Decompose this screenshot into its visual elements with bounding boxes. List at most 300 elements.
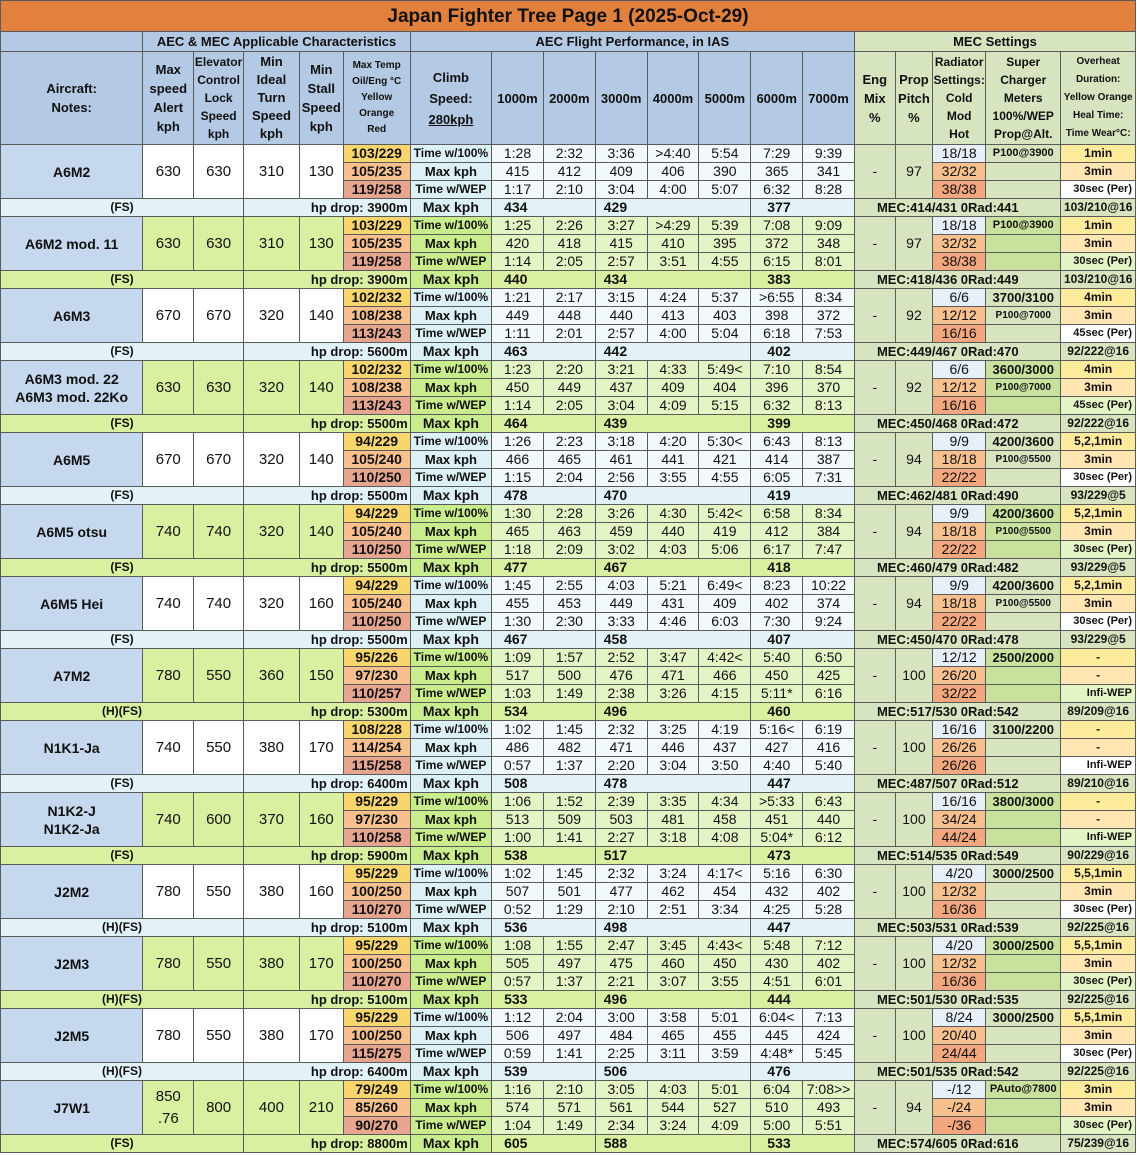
flight-value: 3:50	[699, 757, 751, 775]
max-kph-high: 419	[751, 487, 855, 505]
max-kph-label: Max kph	[410, 1135, 491, 1153]
elevator-lock-cell: 550	[194, 937, 244, 991]
engine-tag: (H)(FS)	[1, 919, 244, 937]
supercharger-cell: P100@5500	[986, 451, 1061, 469]
radiator-cell: 8/24	[933, 1009, 986, 1027]
flight-value: 402	[751, 595, 803, 613]
max-kph-low: 508	[492, 775, 596, 793]
hline: Yellow Orange	[1063, 92, 1133, 103]
max-kph-high: 399	[751, 415, 855, 433]
footer-row	[1, 1063, 1136, 1081]
header-radiator	[933, 52, 986, 145]
flight-value: 5:04*	[751, 829, 803, 847]
aircraft-row	[1, 577, 1136, 595]
aircraft-name	[1, 721, 143, 775]
flight-value: 1:45	[492, 577, 544, 595]
flight-value: 460	[647, 955, 699, 973]
flight-value: 430	[751, 955, 803, 973]
header-alt-6000: 6000m	[751, 52, 803, 145]
hline: speed	[149, 81, 188, 96]
flight-value: 2:10	[543, 1081, 595, 1099]
flight-value: 4:03	[595, 577, 647, 595]
prop-pitch-cell: 92	[895, 361, 933, 415]
aircraft-name	[1, 1081, 143, 1135]
overheat-cell: -	[1061, 667, 1136, 685]
aircraft-name	[1, 433, 143, 487]
temp-cell: 105/235	[343, 163, 410, 181]
aircraft-name-line: J2M5	[54, 1027, 90, 1044]
header-alt-5000: 5000m	[699, 52, 751, 145]
max-kph-mid: 458	[595, 631, 751, 649]
footer-row	[1, 631, 1136, 649]
flight-value: 7:47	[803, 541, 855, 559]
mec-summary: MEC:450/470 0Rad:478	[854, 631, 1060, 649]
engine-tag: (H)(FS)	[1, 703, 244, 721]
hline: Settings:	[933, 73, 985, 87]
row-label: Time w/100%	[410, 289, 491, 307]
temp-cell: 110/257	[343, 685, 410, 703]
heal-time: 89/210@16	[1061, 775, 1136, 793]
heal-time: 93/229@5	[1061, 559, 1136, 577]
flight-value: 4:00	[647, 325, 699, 343]
flight-value: 415	[492, 163, 544, 181]
flight-value: 477	[595, 883, 647, 901]
flight-value: 465	[647, 1027, 699, 1045]
flight-value: 453	[543, 595, 595, 613]
max-speed-cell: 670	[143, 289, 194, 343]
overheat-cell: 3min	[1061, 1099, 1136, 1117]
radiator-cell: 32/32	[933, 235, 986, 253]
flight-value: 2:34	[595, 1117, 647, 1135]
aircraft-row	[1, 721, 1136, 739]
flight-value: 2:20	[595, 757, 647, 775]
min-turn-cell: 320	[243, 289, 299, 343]
engine-tag: (H)(FS)	[1, 1063, 244, 1081]
min-turn-cell: 380	[243, 721, 299, 775]
flight-value: 4:08	[699, 829, 751, 847]
flight-value: 1:28	[492, 145, 544, 163]
radiator-cell: 12/12	[933, 379, 986, 397]
flight-value: 1:57	[543, 649, 595, 667]
temp-cell: 110/270	[343, 973, 410, 991]
flight-value: 2:10	[543, 181, 595, 199]
heal-time: 75/239@16	[1061, 1135, 1136, 1153]
overheat-cell: 3min	[1061, 163, 1136, 181]
row-label: Max kph	[410, 955, 491, 973]
flight-value: 2:57	[595, 325, 647, 343]
supercharger-cell	[986, 901, 1061, 919]
aircraft-name-line: A6M2	[52, 163, 91, 180]
row-label: Time w/100%	[410, 145, 491, 163]
flight-value: 465	[492, 523, 544, 541]
flight-value: 7:53	[803, 325, 855, 343]
flight-value: 6:04	[751, 1081, 803, 1099]
hline: Pitch	[898, 90, 930, 106]
min-stall-cell: 170	[299, 721, 343, 775]
max-kph-high: 533	[751, 1135, 855, 1153]
eng-mix-cell: -	[854, 289, 895, 343]
flight-value: 4:24	[647, 289, 699, 307]
supercharger-cell	[986, 397, 1061, 415]
temp-cell: 100/250	[343, 1027, 410, 1045]
aircraft-row	[1, 1081, 1136, 1099]
flight-value: 448	[543, 307, 595, 325]
overheat-cell: -	[1061, 811, 1136, 829]
supercharger-cell: 4200/3600	[986, 577, 1061, 595]
radiator-cell: 12/12	[933, 307, 986, 325]
flight-value: 419	[699, 523, 751, 541]
flight-value: 5:01	[699, 1081, 751, 1099]
flight-value: 6:43	[803, 793, 855, 811]
flight-value: 7:10	[751, 361, 803, 379]
flight-value: 561	[595, 1099, 647, 1117]
flight-value: 413	[647, 307, 699, 325]
flight-value: 412	[751, 523, 803, 541]
row-label: Time w/100%	[410, 577, 491, 595]
flight-value: 2:38	[595, 685, 647, 703]
flight-value: 432	[751, 883, 803, 901]
temp-cell: 115/258	[343, 757, 410, 775]
flight-value: 505	[492, 955, 544, 973]
flight-value: 3:15	[595, 289, 647, 307]
elevator-lock-cell: 670	[194, 289, 244, 343]
hline: Ideal	[256, 72, 287, 87]
prop-pitch-cell: 100	[895, 793, 933, 847]
flight-value: 6:01	[803, 973, 855, 991]
flight-value: 6:19	[803, 721, 855, 739]
row-label: Time w/WEP	[410, 469, 491, 487]
supercharger-cell: P100@3900	[986, 145, 1061, 163]
flight-value: 7:12	[803, 937, 855, 955]
max-kph-high: 476	[751, 1063, 855, 1081]
mec-summary: MEC:487/507 0Rad:512	[854, 775, 1060, 793]
radiator-cell: 9/9	[933, 577, 986, 595]
max-kph-mid: 434	[595, 271, 751, 289]
flight-value: 3:34	[699, 901, 751, 919]
eng-mix-cell: -	[854, 505, 895, 559]
flight-value: 2:05	[543, 253, 595, 271]
footer-row	[1, 919, 1136, 937]
flight-value: 2:04	[543, 469, 595, 487]
overheat-cell: -	[1061, 649, 1136, 667]
hline: Speed:	[429, 90, 473, 106]
engine-tag: (FS)	[1, 1135, 244, 1153]
min-stall-cell: 130	[299, 217, 343, 271]
flight-value: 3:27	[595, 217, 647, 235]
flight-value: 1:08	[492, 937, 544, 955]
flight-value: 1:25	[492, 217, 544, 235]
flight-value: 466	[699, 667, 751, 685]
flight-value: 7:30	[751, 613, 803, 631]
flight-value: 409	[699, 595, 751, 613]
flight-value: 5:39	[699, 217, 751, 235]
supercharger-cell: P100@7000	[986, 379, 1061, 397]
header-climb	[410, 52, 491, 145]
radiator-cell: -/36	[933, 1117, 986, 1135]
flight-value: 449	[595, 595, 647, 613]
flight-value: 2:20	[543, 361, 595, 379]
flight-value: 372	[803, 307, 855, 325]
max-kph-high: 407	[751, 631, 855, 649]
row-label: Time w/WEP	[410, 757, 491, 775]
max-kph-mid: 588	[595, 1135, 751, 1153]
flight-value: 5:49<	[699, 361, 751, 379]
footer-row	[1, 415, 1136, 433]
temp-cell: 110/250	[343, 541, 410, 559]
elevator-lock-cell: 670	[194, 433, 244, 487]
flight-value: 1:18	[492, 541, 544, 559]
flight-value: 4:42<	[699, 649, 751, 667]
flight-value: 6:32	[751, 181, 803, 199]
overheat-cell: 4min	[1061, 361, 1136, 379]
flight-value: 5:15	[699, 397, 751, 415]
page-title: Japan Fighter Tree Page 1 (2025-Oct-29)	[1, 1, 1136, 32]
flight-value: 6:12	[803, 829, 855, 847]
row-label: Time w/100%	[410, 793, 491, 811]
min-stall-cell: 170	[299, 937, 343, 991]
eng-mix-cell: -	[854, 865, 895, 919]
header-max-temp	[343, 52, 410, 145]
footer-row	[1, 343, 1136, 361]
flight-value: 5:06	[699, 541, 751, 559]
prop-pitch-cell: 94	[895, 577, 933, 631]
flight-value: 8:13	[803, 433, 855, 451]
hline: %	[869, 109, 881, 125]
flight-value: 451	[751, 811, 803, 829]
header-supercharger	[986, 52, 1061, 145]
heal-time: 92/225@16	[1061, 919, 1136, 937]
engine-tag: (FS)	[1, 631, 244, 649]
flight-value: 2:21	[595, 973, 647, 991]
radiator-cell: 26/26	[933, 757, 986, 775]
max-kph-high: 447	[751, 775, 855, 793]
flight-value: 403	[699, 307, 751, 325]
hline: 100%/WEP	[992, 109, 1054, 123]
max-speed-line: 850	[155, 1087, 181, 1105]
heal-time: 92/222@16	[1061, 343, 1136, 361]
flight-value: 4:09	[647, 397, 699, 415]
temp-cell: 95/229	[343, 793, 410, 811]
max-kph-label: Max kph	[410, 775, 491, 793]
flight-value: 7:08>>	[803, 1081, 855, 1099]
supercharger-cell: P100@3900	[986, 217, 1061, 235]
temp-cell: 115/275	[343, 1045, 410, 1063]
aircraft-name-line: J2M3	[54, 955, 90, 972]
eng-mix-cell: -	[854, 793, 895, 847]
max-kph-label: Max kph	[410, 847, 491, 865]
overheat-cell: -	[1061, 793, 1136, 811]
overheat-cell: -	[1061, 721, 1136, 739]
hline: Max Temp	[352, 60, 401, 71]
flight-value: 2:39	[595, 793, 647, 811]
supercharger-cell	[986, 325, 1061, 343]
flight-value: 5:40	[751, 649, 803, 667]
min-turn-cell: 310	[243, 217, 299, 271]
radiator-cell: 9/9	[933, 433, 986, 451]
aircraft-name	[1, 505, 143, 559]
supercharger-cell: P100@5500	[986, 595, 1061, 613]
hline: Heal Time:	[1072, 110, 1124, 121]
hp-drop: hp drop: 6400m	[243, 1063, 410, 1081]
hline: Overheat	[1076, 56, 1120, 67]
flight-value: 6:16	[803, 685, 855, 703]
flight-value: 437	[699, 739, 751, 757]
flight-value: 4:40	[751, 757, 803, 775]
flight-value: 440	[647, 523, 699, 541]
flight-value: 8:34	[803, 505, 855, 523]
flight-value: 5:37	[699, 289, 751, 307]
flight-value: 424	[803, 1027, 855, 1045]
row-label: Time w/WEP	[410, 253, 491, 271]
flight-value: 0:59	[492, 1045, 544, 1063]
hline: Orange	[359, 108, 395, 119]
radiator-cell: 26/26	[933, 739, 986, 757]
header-alt-2000: 2000m	[543, 52, 595, 145]
flight-value: 1:41	[543, 829, 595, 847]
aircraft-name-line: J7W1	[53, 1099, 90, 1116]
overheat-cell: 3min	[1061, 451, 1136, 469]
radiator-cell: 12/12	[933, 649, 986, 667]
flight-value: 3:55	[647, 469, 699, 487]
max-kph-label: Max kph	[410, 487, 491, 505]
engine-tag: (H)(FS)	[1, 991, 244, 1009]
flight-value: 1:14	[492, 397, 544, 415]
aircraft-row	[1, 937, 1136, 955]
flight-value: 2:57	[595, 253, 647, 271]
max-speed-cell: 630	[143, 145, 194, 199]
radiator-cell: 4/20	[933, 937, 986, 955]
flight-value: 5:16	[751, 865, 803, 883]
min-turn-cell: 380	[243, 1009, 299, 1063]
max-speed-line: .76	[157, 1109, 179, 1127]
flight-value: 6:50	[803, 649, 855, 667]
max-kph-label: Max kph	[410, 559, 491, 577]
group-mec-settings: MEC Settings	[854, 32, 1135, 52]
flight-value: 440	[595, 307, 647, 325]
max-kph-mid: 470	[595, 487, 751, 505]
flight-value: 425	[803, 667, 855, 685]
aircraft-name-line: A6M5 otsu	[36, 523, 108, 540]
flight-value: 409	[647, 379, 699, 397]
hline: Alert	[153, 100, 184, 115]
flight-value: 493	[803, 1099, 855, 1117]
max-kph-mid: 467	[595, 559, 751, 577]
temp-cell: 94/229	[343, 577, 410, 595]
radiator-cell: 18/18	[933, 217, 986, 235]
overheat-cell: Infi-WEP	[1061, 757, 1136, 775]
row-label: Time w/100%	[410, 1081, 491, 1099]
flight-value: 450	[492, 379, 544, 397]
supercharger-cell	[986, 469, 1061, 487]
radiator-cell: 6/6	[933, 361, 986, 379]
max-kph-high: 460	[751, 703, 855, 721]
flight-value: 1:30	[492, 613, 544, 631]
temp-cell: 113/243	[343, 325, 410, 343]
flight-value: 384	[803, 523, 855, 541]
flight-value: 431	[647, 595, 699, 613]
overheat-cell: 3min	[1061, 379, 1136, 397]
flight-value: 2:52	[595, 649, 647, 667]
aircraft-name	[1, 1009, 143, 1063]
footer-row	[1, 559, 1136, 577]
row-label: Max kph	[410, 1099, 491, 1117]
hline: Speed	[251, 108, 291, 123]
flight-value: 4:51	[751, 973, 803, 991]
temp-cell: 95/229	[343, 1009, 410, 1027]
radiator-cell: 38/38	[933, 181, 986, 199]
overheat-cell: 1min	[1061, 217, 1136, 235]
min-turn-cell: 380	[243, 865, 299, 919]
flight-value: 497	[543, 955, 595, 973]
flight-value: 501	[543, 883, 595, 901]
flight-value: 1:09	[492, 649, 544, 667]
hp-drop: hp drop: 5300m	[243, 703, 410, 721]
max-kph-mid: 498	[595, 919, 751, 937]
row-label: Max kph	[410, 1027, 491, 1045]
flight-value: 6:43	[751, 433, 803, 451]
flight-value: 1:02	[492, 865, 544, 883]
overheat-cell: 5,5,1min	[1061, 1009, 1136, 1027]
flight-value: >4:29	[647, 217, 699, 235]
engine-tag: (FS)	[1, 343, 244, 361]
flight-value: 421	[699, 451, 751, 469]
radiator-cell: 18/18	[933, 451, 986, 469]
aircraft-name-line: A7M2	[52, 667, 91, 684]
elevator-lock-cell: 600	[194, 793, 244, 847]
max-speed-cell: 780	[143, 865, 194, 919]
elevator-lock-cell: 550	[194, 649, 244, 703]
flight-value: 4:34	[699, 793, 751, 811]
flight-value: >5:33	[751, 793, 803, 811]
temp-cell: 105/240	[343, 523, 410, 541]
flight-value: 5:04	[699, 325, 751, 343]
row-label: Time w/100%	[410, 361, 491, 379]
header-min-stall	[299, 52, 343, 145]
flight-value: 513	[492, 811, 544, 829]
max-kph-low: 434	[492, 199, 596, 217]
flight-value: 507	[492, 883, 544, 901]
hp-drop: hp drop: 3900m	[243, 199, 410, 217]
min-stall-cell: 140	[299, 361, 343, 415]
flight-value: 5:45	[803, 1045, 855, 1063]
flight-value: 3:36	[595, 145, 647, 163]
flight-value: 374	[803, 595, 855, 613]
elevator-lock-cell: 740	[194, 505, 244, 559]
max-kph-high: 402	[751, 343, 855, 361]
flight-value: 1:23	[492, 361, 544, 379]
max-speed-cell: 670	[143, 433, 194, 487]
radiator-cell: 6/6	[933, 289, 986, 307]
header-notes-label: Notes:	[51, 100, 92, 115]
supercharger-cell	[986, 685, 1061, 703]
flight-value: 497	[543, 1027, 595, 1045]
flight-value: 471	[647, 667, 699, 685]
hline: %	[908, 109, 920, 125]
flight-value: 2:04	[543, 1009, 595, 1027]
hline: Lock	[204, 91, 233, 105]
flight-value: 3:00	[595, 1009, 647, 1027]
radiator-cell: 16/16	[933, 325, 986, 343]
min-turn-cell: 310	[243, 145, 299, 199]
flight-value: 5:54	[699, 145, 751, 163]
eng-mix-cell: -	[854, 1081, 895, 1135]
min-stall-cell: 210	[299, 1081, 343, 1135]
supercharger-cell	[986, 883, 1061, 901]
footer-row	[1, 847, 1136, 865]
max-kph-mid: 517	[595, 847, 751, 865]
flight-value: 6:17	[751, 541, 803, 559]
row-label: Time w/WEP	[410, 397, 491, 415]
